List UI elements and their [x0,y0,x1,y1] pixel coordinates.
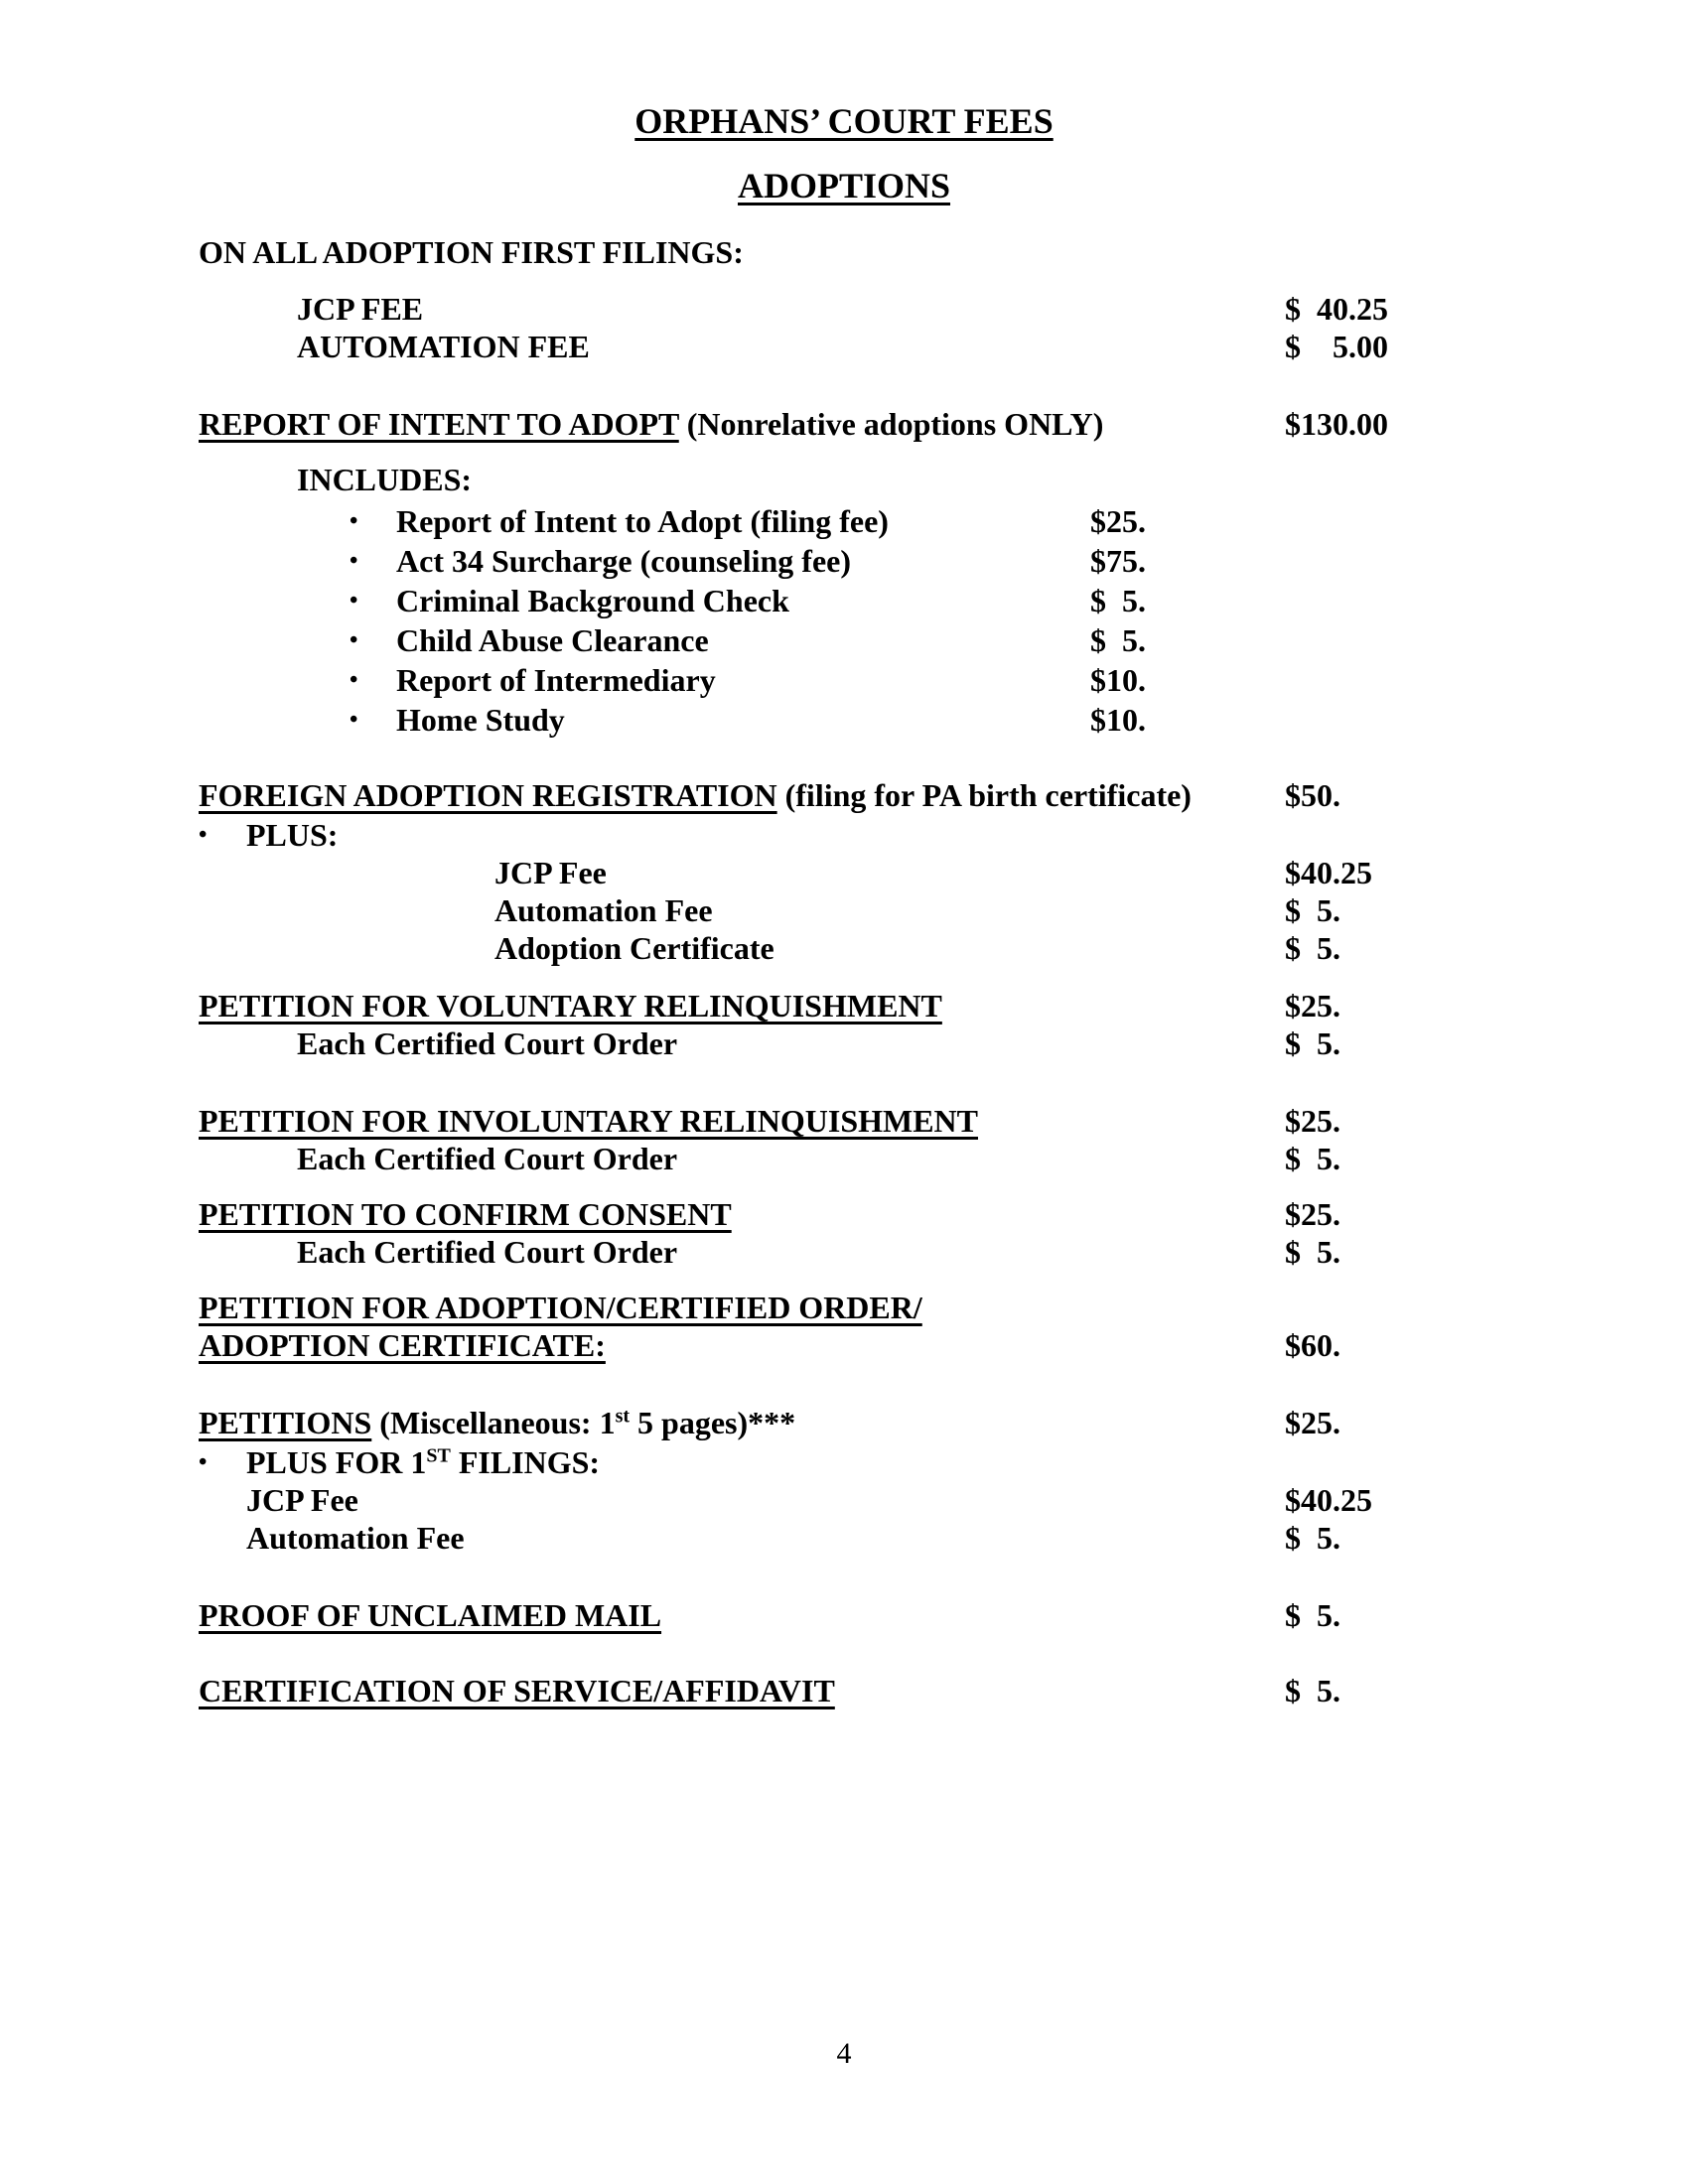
petitions-fee-amount: $40.25 [1285,1482,1372,1518]
plus-label: PLUS: [246,817,339,853]
confirm-sub-label: Each Certified Court Order [297,1234,678,1270]
confirm-heading: PETITION TO CONFIRM CONSENT [199,1196,732,1232]
petitions-plus-sup: ST [426,1444,451,1467]
petitions-note-pre: (Miscellaneous: 1 [371,1405,616,1440]
foreign-heading-line [199,776,1192,814]
include-amount: $25. [1090,503,1146,539]
foreign-fee-amount: $ 5. [1285,892,1340,928]
petitions-fee-label: JCP Fee [246,1482,358,1518]
bullet-icon: • [350,548,358,574]
page-subtitle: ADOPTIONS [737,166,951,205]
include-amount: $ 5. [1090,622,1146,658]
petitions-plus-post: FILINGS: [450,1444,601,1480]
service-heading: CERTIFICATION OF SERVICE/AFFIDAVIT [199,1673,835,1708]
petitions-amount: $25. [1285,1405,1340,1440]
adoption-cert-heading-1: PETITION FOR ADOPTION/CERTIFIED ORDER/ [199,1290,922,1325]
involuntary-heading: PETITION FOR INVOLUNTARY RELINQUISHMENT [199,1103,978,1139]
include-label: Child Abuse Clearance [396,622,709,658]
petitions-plus-pre: PLUS FOR 1 [246,1444,427,1480]
bullet-icon: • [199,822,208,848]
petitions-note-sup: st [615,1405,631,1428]
bullet-icon: • [350,588,358,614]
voluntary-sub-amount: $ 5. [1285,1025,1340,1061]
include-label: Report of Intermediary [396,662,716,698]
include-amount: $10. [1090,702,1146,738]
confirm-amount: $25. [1285,1196,1340,1232]
petitions-heading-line [199,1404,795,1441]
page-number: 4 [836,2037,852,2070]
involuntary-sub-amount: $ 5. [1285,1141,1340,1176]
foreign-fee-amount: $ 5. [1285,930,1340,966]
petitions-note-post: 5 pages)*** [630,1405,796,1440]
bullet-icon: • [350,627,358,653]
includes-label: INCLUDES: [297,462,473,497]
voluntary-sub-label: Each Certified Court Order [297,1025,678,1061]
bullet-icon: • [350,508,358,534]
foreign-fee-amount: $40.25 [1285,855,1372,890]
foreign-note: (filing for PA birth certificate) [776,777,1192,813]
include-label: Home Study [396,702,565,738]
include-label: Act 34 Surcharge (counseling fee) [396,543,851,579]
adoption-cert-heading-2: ADOPTION CERTIFICATE: [199,1327,606,1363]
petitions-fee-label: Automation Fee [246,1520,465,1556]
intent-amount: $130.00 [1285,406,1388,442]
intent-heading-line [199,405,1103,443]
service-amount: $ 5. [1285,1673,1340,1708]
first-filings-heading: ON ALL ADOPTION FIRST FILINGS: [199,234,744,270]
include-label: Criminal Background Check [396,583,789,618]
bullet-icon: • [350,667,358,693]
include-amount: $10. [1090,662,1146,698]
foreign-fee-label: JCP Fee [494,855,607,890]
confirm-sub-amount: $ 5. [1285,1234,1340,1270]
fee-label: JCP FEE [297,291,424,327]
intent-note: (Nonrelative adoptions ONLY) [678,406,1104,442]
foreign-fee-label: Automation Fee [494,892,713,928]
petitions-plus-line [246,1443,600,1481]
foreign-fee-label: Adoption Certificate [494,930,774,966]
fee-amount: $ 40.25 [1285,291,1388,327]
foreign-heading: FOREIGN ADOPTION REGISTRATION [199,777,777,813]
unclaimed-heading: PROOF OF UNCLAIMED MAIL [199,1597,662,1633]
intent-heading: REPORT OF INTENT TO ADOPT [199,406,679,442]
fee-amount: $ 5.00 [1285,329,1388,364]
foreign-amount: $50. [1285,777,1340,813]
adoption-cert-amount: $60. [1285,1327,1340,1363]
bullet-icon: • [350,707,358,733]
bullet-icon: • [199,1449,208,1475]
unclaimed-amount: $ 5. [1285,1597,1340,1633]
involuntary-amount: $25. [1285,1103,1340,1139]
voluntary-heading: PETITION FOR VOLUNTARY RELINQUISHMENT [199,988,942,1024]
include-amount: $ 5. [1090,583,1146,618]
involuntary-sub-label: Each Certified Court Order [297,1141,678,1176]
fee-label: AUTOMATION FEE [297,329,590,364]
page-title: ORPHANS’ COURT FEES [634,101,1054,141]
include-amount: $75. [1090,543,1146,579]
petitions-fee-amount: $ 5. [1285,1520,1340,1556]
voluntary-amount: $25. [1285,988,1340,1024]
petitions-heading: PETITIONS [199,1405,372,1440]
include-label: Report of Intent to Adopt (filing fee) [396,503,889,539]
